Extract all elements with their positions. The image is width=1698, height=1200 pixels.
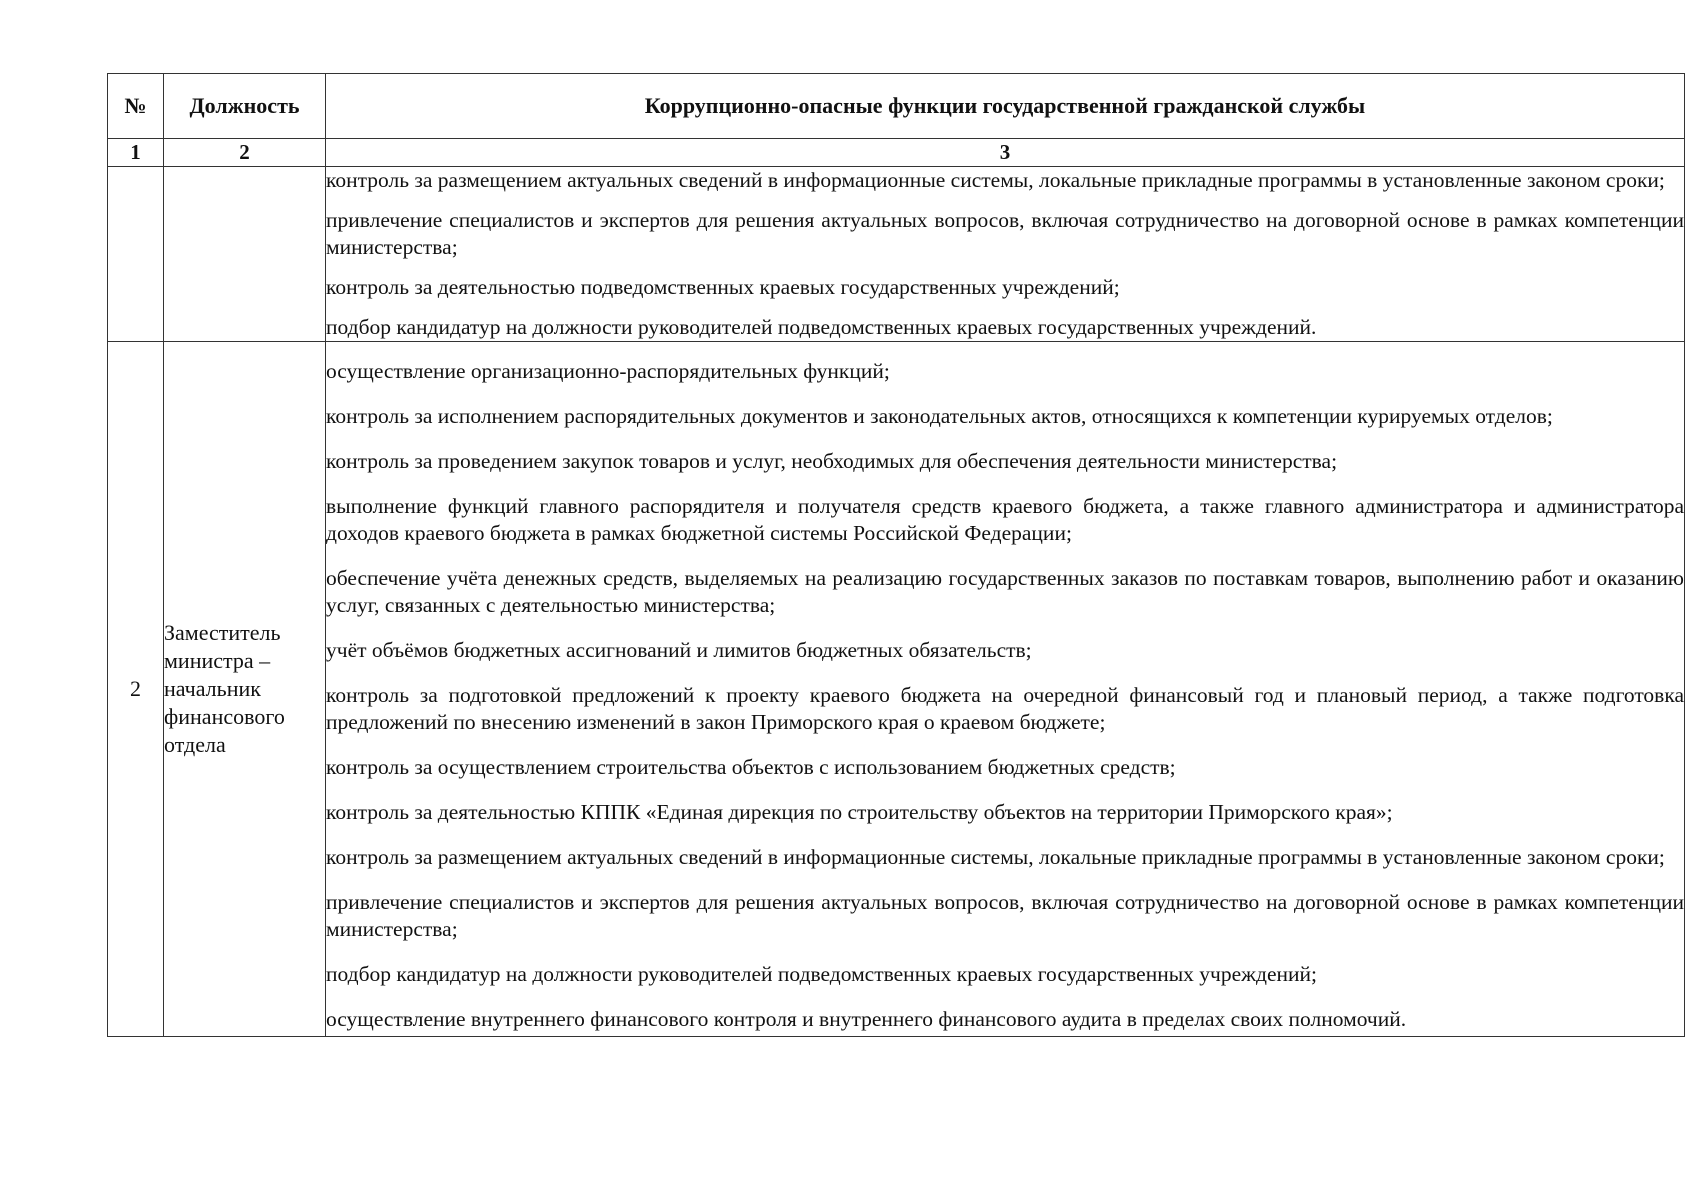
function-item: контроль за осуществлением строительства объектов с использованием бюджетных средств; — [326, 755, 1176, 779]
function-item: контроль за проведением закупок товаров и услуг, необходимых для обеспечения деятельности министерства; — [326, 449, 1338, 473]
row-functions — [326, 342, 1685, 1037]
function-item: учёт объёмов бюджетных ассигнований и лимитов бюджетных обязательств; — [326, 638, 1032, 662]
column-number-1: 1 — [108, 139, 164, 167]
function-item: осуществление организационно-распорядительных функций; — [326, 359, 890, 383]
function-item: осуществление внутреннего финансового контроля и внутреннего финансового аудита в пределах своих полномочий. — [326, 1007, 1407, 1031]
column-number-2: 2 — [164, 139, 326, 167]
function-item: подбор кандидатур на должности руководителей подведомственных краевых государственных учреждений. — [326, 315, 1317, 339]
function-item: привлечение специалистов и экспертов для решения актуальных вопросов, включая сотрудничество на договорной основе в рамках компетенции министерства; — [326, 890, 1684, 941]
column-number-3: 3 — [326, 139, 1685, 167]
function-item: обеспечение учёта денежных средств, выделяемых на реализацию государственных заказов по поставкам товаров, выполнению работ и оказанию услуг, связанных с деятельностью министерства; — [326, 566, 1684, 617]
function-item: привлечение специалистов и экспертов для решения актуальных вопросов, включая сотрудничество на договорной основе в рамках компетенции министерства; — [326, 208, 1684, 259]
function-item: контроль за деятельностью КППК «Единая дирекция по строительству объектов на территории Приморского края»; — [326, 800, 1393, 824]
function-item: контроль за деятельностью подведомственных краевых государственных учреждений; — [326, 275, 1120, 299]
function-item: подбор кандидатур на должности руководителей подведомственных краевых государственных учреждений; — [326, 962, 1317, 986]
row-number — [108, 167, 164, 342]
corruption-functions-table — [107, 73, 1685, 1037]
table-row — [108, 342, 1685, 1037]
header-position: Должность — [164, 74, 326, 139]
row-position — [164, 167, 326, 342]
header-functions: Коррупционно-опасные функции государственной гражданской службы — [326, 74, 1685, 139]
row-position: Заместитель министра – начальник финансового отдела — [164, 342, 326, 1037]
table-row — [108, 167, 1685, 342]
function-item: контроль за размещением актуальных сведений в информационные системы, локальные прикладные программы в установленные законом сроки; — [326, 168, 1665, 192]
header-row — [108, 74, 1685, 139]
column-number-row — [108, 139, 1685, 167]
row-number: 2 — [108, 342, 164, 1037]
function-item: контроль за исполнением распорядительных документов и законодательных актов, относящихся к компетенции курируемых отделов; — [326, 404, 1553, 428]
function-item: контроль за подготовкой предложений к проекту краевого бюджета на очередной финансовый год и плановый период, а также подготовка предложений по внесению изменений в закон Приморского края о краевом бюджете; — [326, 683, 1684, 734]
row-functions — [326, 167, 1685, 342]
header-number: № — [108, 74, 164, 139]
function-item: выполнение функций главного распорядителя и получателя средств краевого бюджета, а также главного администратора и администратора доходов краевого бюджета в рамках бюджетной системы Российской Федерации; — [326, 494, 1684, 545]
function-item: контроль за размещением актуальных сведений в информационные системы, локальные прикладные программы в установленные законом сроки; — [326, 845, 1665, 869]
